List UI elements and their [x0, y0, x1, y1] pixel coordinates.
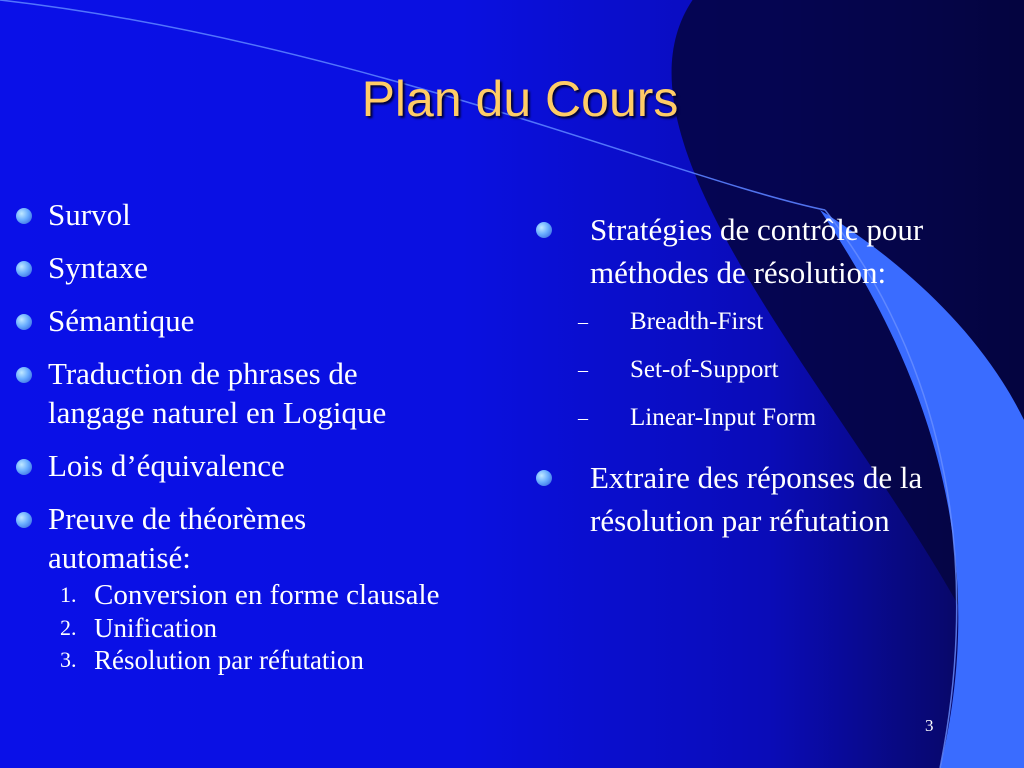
- list-item-text: Lois d’équivalence: [48, 448, 285, 483]
- sublist-item-text: Breadth-First: [630, 308, 764, 335]
- list-item-text: Preuve de théorèmes automatisé:: [48, 501, 307, 575]
- list-item: [16, 354, 456, 432]
- slide-title: Plan du Cours: [361, 71, 679, 127]
- sublist-item: [48, 579, 456, 611]
- list-item: [16, 446, 456, 485]
- list-item: [536, 208, 1016, 442]
- sublist-item-text: Résolution par réfutation: [94, 645, 364, 675]
- page-number: 3: [925, 716, 934, 735]
- list-item-text: Stratégies de contrôle pour méthodes de résolution:: [590, 212, 924, 290]
- list-item: [16, 195, 456, 234]
- left-bullet-list: [16, 195, 456, 689]
- sublist-item: [578, 394, 1016, 442]
- item-number: 3.: [60, 647, 77, 672]
- sublist-item-text: Linear-Input Form: [630, 404, 817, 431]
- sublist-item-text: Conversion en forme clausale: [94, 579, 440, 611]
- list-item-text: Extraire des réponses de la résolution par réfutation: [590, 460, 923, 538]
- sublist-item: [48, 645, 456, 675]
- bullet-icon: [16, 261, 32, 277]
- sublist-item-text: Unification: [94, 613, 217, 643]
- list-item-text: Sémantique: [48, 303, 195, 338]
- sublist-item: [578, 346, 1016, 394]
- bullet-icon: [16, 208, 32, 224]
- right-bullet-list: [536, 208, 1016, 556]
- list-item: [536, 456, 1016, 542]
- dash-sublist: [578, 298, 1016, 442]
- numbered-sublist: [48, 579, 456, 675]
- list-item-text: Syntaxe: [48, 250, 148, 285]
- list-item-text: Survol: [48, 197, 131, 232]
- bullet-icon: [16, 512, 32, 528]
- bullet-icon: [16, 459, 32, 475]
- sublist-item: [48, 613, 456, 643]
- list-item-text: Traduction de phrases de langage naturel en Logique: [48, 356, 387, 430]
- item-number: 2.: [60, 615, 77, 640]
- list-item: [16, 499, 456, 675]
- list-item: [16, 301, 456, 340]
- bullet-icon: [16, 314, 32, 330]
- sublist-item-text: Set-of-Support: [630, 356, 779, 383]
- dash-marker: –: [578, 359, 588, 381]
- bullet-icon: [536, 222, 552, 238]
- sublist-item: [578, 298, 1016, 346]
- dash-marker: –: [578, 407, 588, 429]
- dash-marker: –: [578, 311, 588, 333]
- list-item: [16, 248, 456, 287]
- item-number: 1.: [60, 582, 77, 607]
- bullet-icon: [16, 367, 32, 383]
- bullet-icon: [536, 470, 552, 486]
